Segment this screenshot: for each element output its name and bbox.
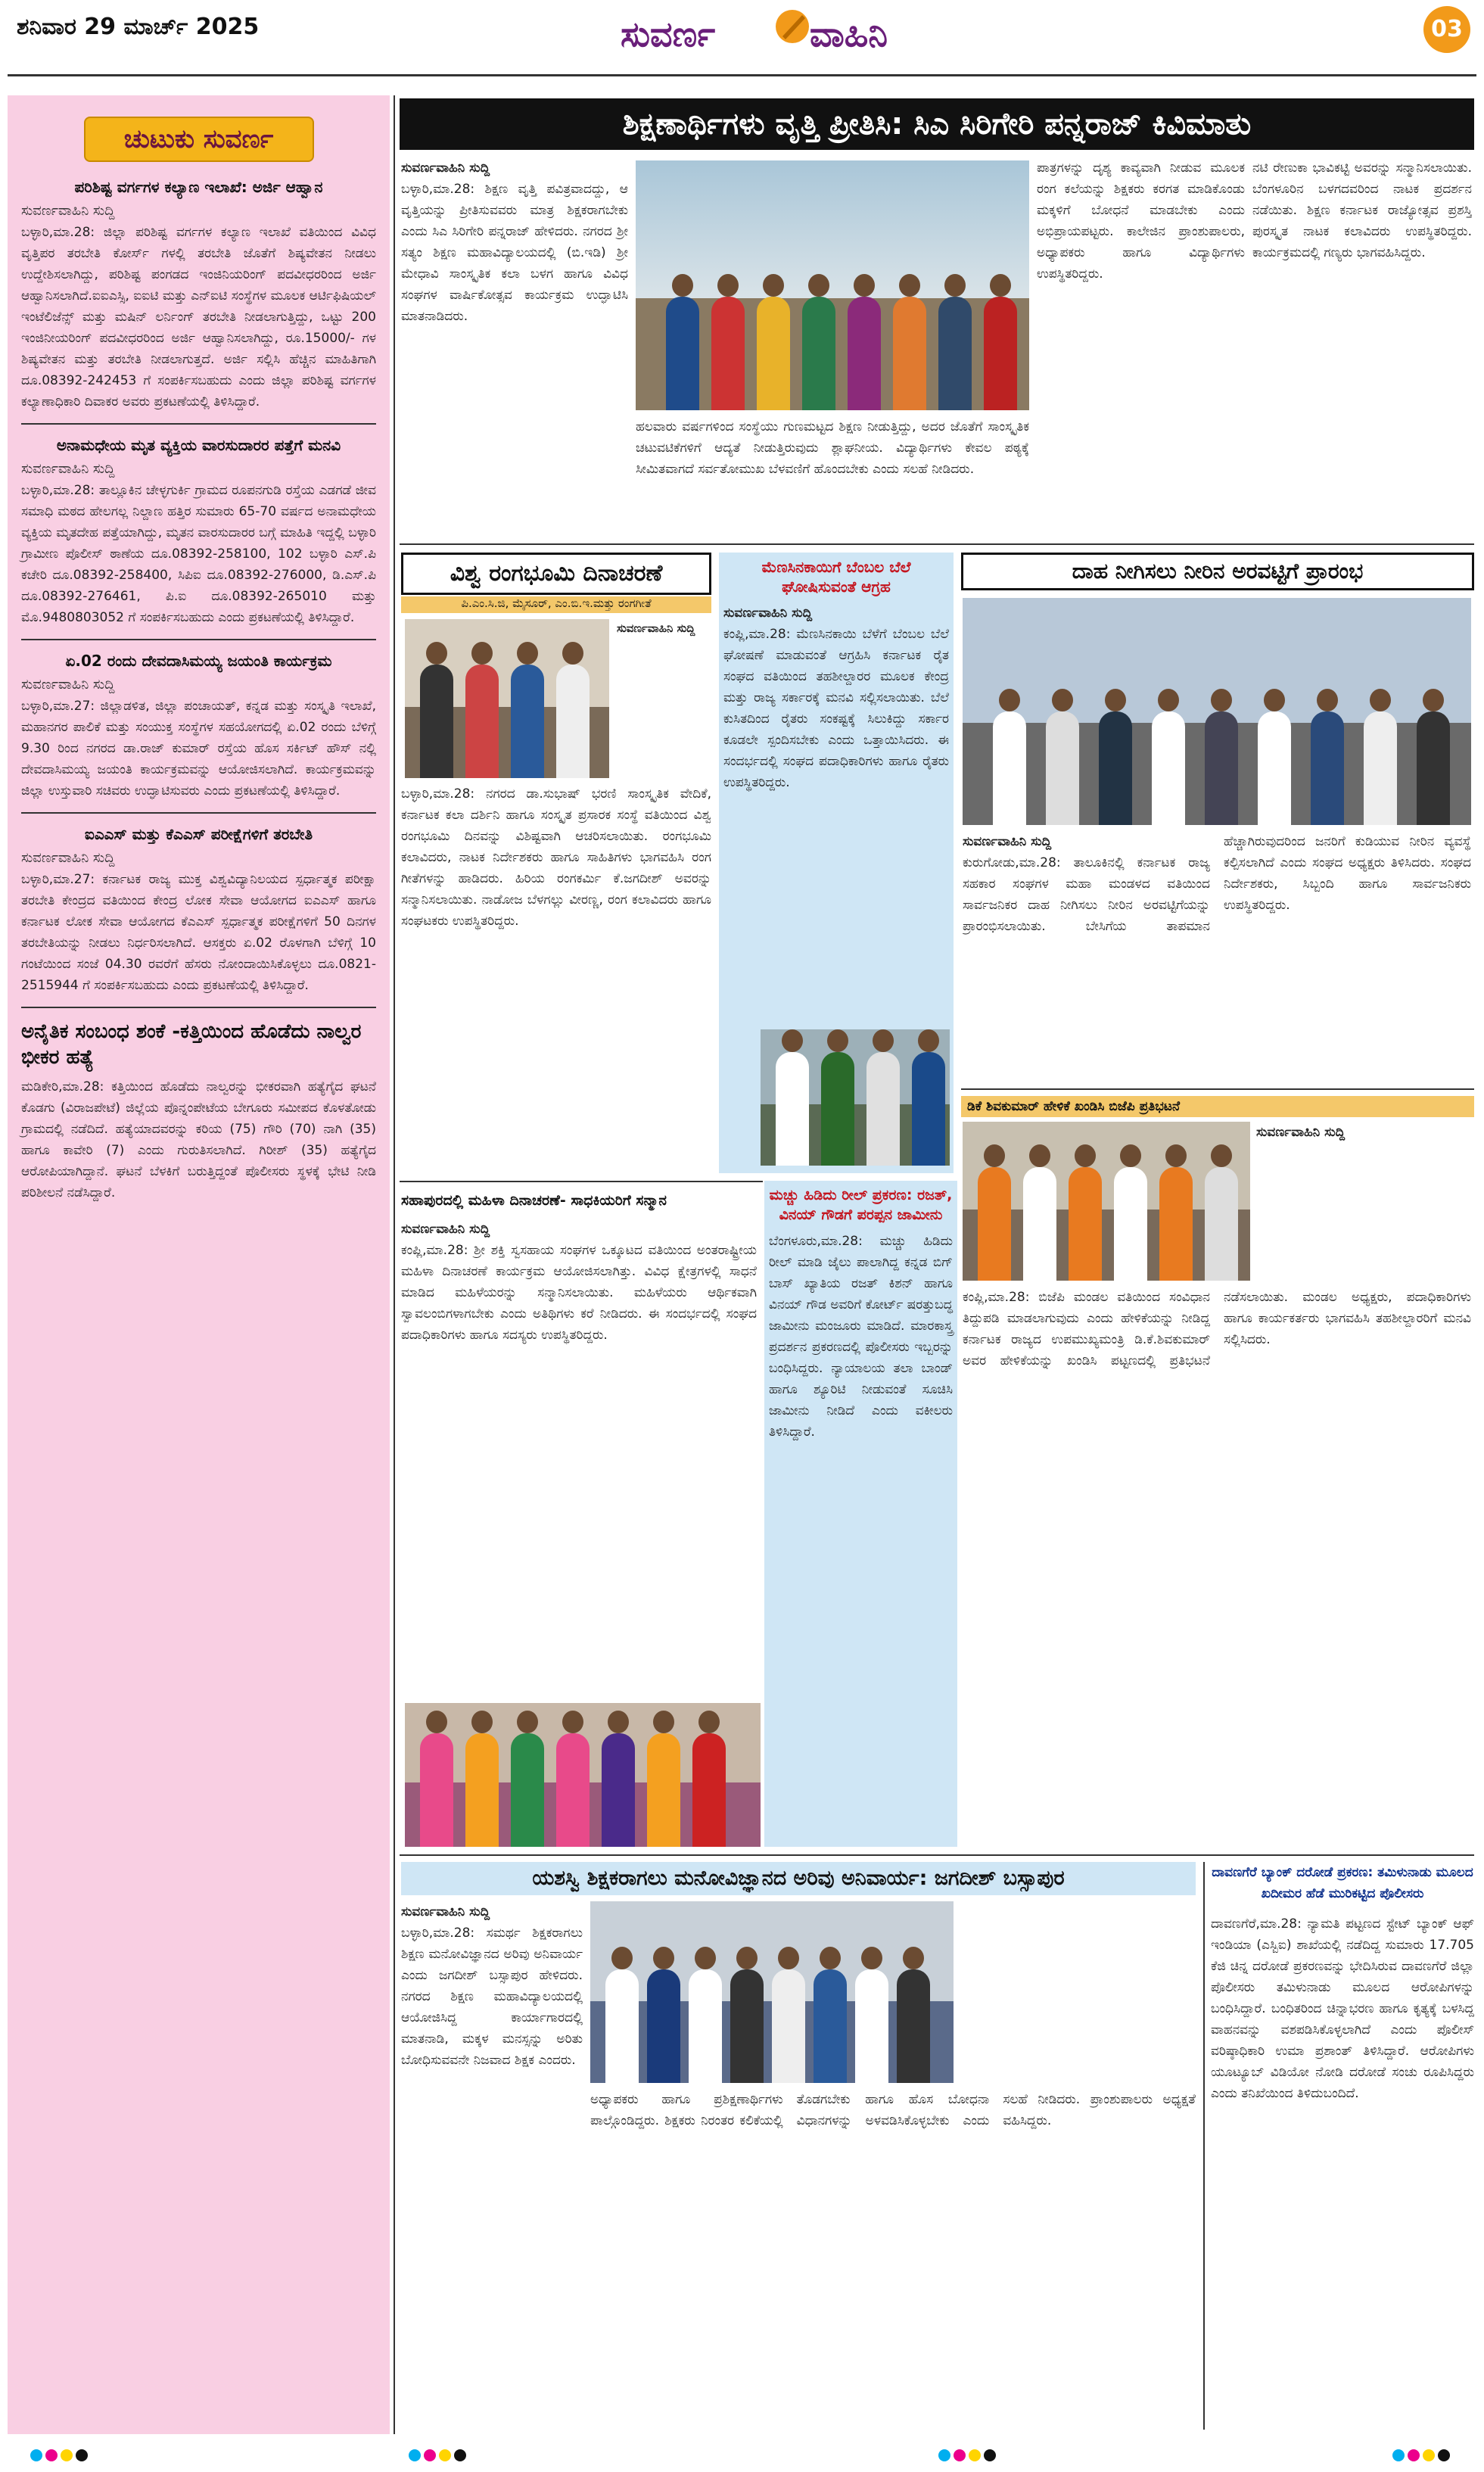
farmer-body: ಕಂಪ್ಲಿ,ಮಾ.28: ಮೆಣಸಿನಕಾಯಿ ಬೆಳೆಗೆ ಬೆಂಬಲ ಬೆಲೆ ಘೋಷಣೆ ಮಾಡುವಂತೆ ಆಗ್ರಹಿಸಿ ಕರ್ನಾಟಕ ರೈತ ಸಂಘದ ವತಿಯಿಂದ ತಹಶೀಲ್ದಾರರ ಮೂಲಕ ಕೇಂದ್ರ ಮತ್ತು ರಾಜ್ಯ ಸರ್ಕಾರಕ್ಕೆ ಮನವಿ ಸಲ್ಲಿಸಲಾಯಿತು. ಬೆಲೆ ಕುಸಿತದಿಂದ ರೈತರು ಸಂಕಷ್ಟಕ್ಕೆ ಸಿಲುಕಿದ್ದು ಸರ್ಕಾರ ಕೂಡಲೇ ಸ್ಪಂದಿಸಬೇಕು ಎಂದು ಒತ್ತಾಯಿಸಿದರು. ಈ ಸಂದರ್ಭದಲ್ಲಿ ಸಂಘದ ಪದಾಧಿಕಾರಿಗಳು ಹಾಗೂ ರೈತರು ಉಪಸ್ಥಿತರಿದ್ದರು.	[723, 627, 949, 790]
brief-separator	[21, 423, 376, 425]
teacher-body-a: ಬಳ್ಳಾರಿ,ಮಾ.28: ಸಮರ್ಥ ಶಿಕ್ಷಕರಾಗಲು ಶಿಕ್ಷಣ ಮನೋವಿಜ್ಞಾನದ ಅರಿವು ಅನಿವಾರ್ಯ ಎಂದು ಜಗದೀಶ್ ಬಸ್ಸಾಪುರ ಹೇಳಿದರು. ನಗರದ ಶಿಕ್ಷಣ ಮಹಾವಿದ್ಯಾಲಯದಲ್ಲಿ ಆಯೋಜಿಸಿದ್ದ ಕಾರ್ಯಾಗಾರದಲ್ಲಿ ಮಾತನಾಡಿ, ಮಕ್ಕಳ ಮನಸ್ಸನ್ನು ಅರಿತು ಬೋಧಿಸುವವನೇ ನಿಜವಾದ ಶಿಕ್ಷಕ ಎಂದರು.	[401, 1926, 583, 2068]
farmer-text	[723, 602, 949, 793]
yellow-dot	[439, 2449, 451, 2461]
water-byline: ಸುವರ್ಣವಾಹಿನಿ ಸುದ್ದಿ	[963, 834, 1052, 849]
cyan-dot	[1392, 2449, 1405, 2461]
quill-pen-icon	[772, 6, 813, 47]
reel-headline: ಮಚ್ಚು ಹಿಡಿದು ರೀಲ್ ಪ್ರಕರಣ: ರಜತ್, ವಿನಯ್ ಗೌಡಗೆ ಪರಪ್ಪನ ಜಾಮೀನು	[769, 1187, 953, 1223]
cyan-dot	[938, 2449, 950, 2461]
brief-headline: ಪರಿಶಿಷ್ಟ ವರ್ಗಗಳ ಕಲ್ಯಾಣ ಇಲಾಖೆ: ಅರ್ಜಿ ಆಹ್ವಾನ	[74, 178, 323, 196]
brief-body: ಬಳ್ಳಾರಿ,ಮಾ.28: ಜಿಲ್ಲಾ ಪರಿಶಿಷ್ಟ ವರ್ಗಗಳ ಕಲ್ಯಾಣ ಇಲಾಖೆ ವತಿಯಿಂದ ವಿವಿಧ ವೃತ್ತಿಪರ ತರಬೇತಿ ಕೋರ್ಸ್ ಗಳಲ್ಲಿ ತರಬೇತಿ ಜೊತೆಗೆ ಶಿಷ್ಯವೇತನ ನೀಡಲು ಉದ್ದೇಶಿಸಲಾಗಿದ್ದು, ಪರಿಶಿಷ್ಟ ಪಂಗಡದ ಇಂಜಿನಿಯರಿಂಗ್ ಪದವೀಧರರಿಂದ ಅರ್ಜಿ ಆಹ್ವಾನಿಸಲಾಗಿದೆ.ಐಐಎಸ್ಸಿ, ಐಐಟಿ ಮತ್ತು ಎನ್ಐಟಿ ಸಂಸ್ಥೆಗಳ ಮೂಲಕ ಆರ್ಟಿಫಿಷಿಯಲ್ ಇಂಟೆಲಿಜೆನ್ಸ್ ಮತ್ತು ಮಷಿನ್ ಲರ್ನಿಂಗ್ ತರಬೇತಿ ನೀಡಲಾಗುತ್ತಿದ್ದು, ಒಟ್ಟು 200 ಇಂಜಿನೀಯರಿಂಗ್ ಪದವೀಧರರಿಂದ ಅರ್ಜಿ ಆಹ್ವಾನಿಸಲಾಗಿದ್ದು, ರೂ.15000/- ಗಳ ಶಿಷ್ಯವೇತನ ಮತ್ತು ತರಬೇತಿ ನೀಡಲಾಗುತ್ತದೆ. ಅರ್ಜಿ ಸಲ್ಲಿಸಿ ಹೆಚ್ಚಿನ ಮಾಹಿತಿಗಾಗಿ ದೂ.08392-242453 ಗೆ ಸಂಪರ್ಕಿಸಬಹುದು ಎಂದು ಜಿಲ್ಲಾ ಪರಿಶಿಷ್ಟ ವರ್ಗಗಳ ಕಲ್ಯಾಣಾಧಿಕಾರಿ ದಿವಾಕರ ಅವರು ಪ್ರಕಟಣೆಯಲ್ಲಿ ತಿಳಿಸಿದ್ದಾರೆ.	[21, 225, 376, 409]
mahila-text	[401, 1219, 757, 1703]
briefs-column-title: ಚುಟುಕು ಸುವರ್ಣ	[84, 117, 314, 162]
brief-story-1	[21, 177, 376, 413]
lead-body-b: ಹಲವಾರು ವರ್ಷಗಳಿಂದ ಸಂಸ್ಥೆಯು ಗುಣಮಟ್ಟದ ಶಿಕ್ಷಣ ನೀಡುತ್ತಿದ್ದು, ಅದರ ಜೊತೆಗೆ ಸಾಂಸ್ಕೃತಿಕ ಚಟುವಟಿಕೆಗಳಿಗೆ ಆದ್ಯತೆ ನೀಡುತ್ತಿರುವುದು ಶ್ಲಾಘನೀಯ. ವಿದ್ಯಾರ್ಥಿಗಳು ಕೇವಲ ಪಠ್ಯಕ್ಕೆ ಸೀಮಿತವಾಗದೆ ಸರ್ವತೋಮುಖ ಬೆಳವಣಿಗೆ ಹೊಂದಬೇಕು ಎಂದು ಸಲಹೆ ನೀಡಿದರು.	[636, 419, 1029, 477]
farmer-byline: ಸುವರ್ಣವಾಹಿನಿ ಸುದ್ದಿ	[723, 606, 813, 621]
theatre-body: ಬಳ್ಳಾರಿ,ಮಾ.28: ನಗರದ ಡಾ.ಸುಭಾಷ್ ಭರಣಿ ಸಾಂಸ್ಕೃತಿಕ ವೇದಿಕೆ, ಕರ್ನಾಟಕ ಕಲಾ ದರ್ಶಿನಿ ಹಾಗೂ ಸಂಸ್ಕೃತ ಪ್ರಸಾರಕ ಸಂಸ್ಥೆ ವತಿಯಿಂದ ವಿಶ್ವ ರಂಗಭೂಮಿ ದಿನವನ್ನು ವಿಶಿಷ್ಟವಾಗಿ ಆಚರಿಸಲಾಯಿತು. ರಂಗಭೂಮಿ ಕಲಾವಿದರು, ನಾಟಕ ನಿರ್ದೇಶಕರು ಹಾಗೂ ಸಾಹಿತಿಗಳು ಭಾಗವಹಿಸಿ ರಂಗ ಗೀತೆಗಳನ್ನು ಹಾಡಿದರು. ಹಿರಿಯ ರಂಗಕರ್ಮಿ ಕೆ.ಜಗದೀಶ್ ಅವರನ್ನು ಸನ್ಮಾನಿಸಲಾಯಿತು. ನಾಡೋಜ ಬೆಳಗಲ್ಲು ವೀರಣ್ಣ, ರಂಗ ಕಲಾವಿದರು ಹಾಗೂ ಸಂಘಟಕರು ಉಪಸ್ಥಿತರಿದ್ದರು.	[401, 786, 711, 929]
reel-body: ಬೆಂಗಳೂರು,ಮಾ.28: ಮಚ್ಚು ಹಿಡಿದು ರೀಲ್ ಮಾಡಿ ಜೈಲು ಪಾಲಾಗಿದ್ದ ಕನ್ನಡ ಬಿಗ್ ಬಾಸ್ ಖ್ಯಾತಿಯ ರಜತ್ ಕಿಶನ್ ಹಾಗೂ ವಿನಯ್ ಗೌಡ ಅವರಿಗೆ ಕೋರ್ಟ್ ಷರತ್ತುಬದ್ಧ ಜಾಮೀನು ಮಂಜೂರು ಮಾಡಿದೆ. ಮಾರಕಾಸ್ತ್ರ ಪ್ರದರ್ಶನ ಪ್ರಕರಣದಲ್ಲಿ ಪೊಲೀಸರು ಇಬ್ಬರನ್ನು ಬಂಧಿಸಿದ್ದರು. ನ್ಯಾಯಾಲಯ ತಲಾ ಬಾಂಡ್ ಹಾಗೂ ಶ್ಯೂರಿಟಿ ನೀಡುವಂತೆ ಸೂಚಿಸಿ ಜಾಮೀನು ನೀಡಿದೆ ಎಂದು ವಕೀಲರು ತಿಳಿಸಿದ್ದಾರೆ.	[769, 1234, 953, 1440]
theatre-byline-box	[617, 619, 711, 778]
farmer-headline: ಮೆಣಸಿನಕಾಯಿಗೆ ಬೆಂಬಲ ಬೆಲೆ ಘೋಷಿಸುವಂತೆ ಆಗ್ರಹ	[761, 558, 911, 596]
cyan-dot	[30, 2449, 42, 2461]
protest-photo	[963, 1122, 1250, 1281]
theatre-headline: ವಿಶ್ವ ರಂಗಭೂಮಿ ದಿನಾಚರಣೆ	[401, 553, 711, 595]
brief-headline: ಐಎಎಸ್ ಮತ್ತು ಕೆಎಎಸ್ ಪರೀಕ್ಷೆಗಳಿಗೆ ತರಬೇತಿ	[84, 825, 313, 843]
protest-headline: ಡಿಕೆ ಶಿವಕುಮಾರ್ ಹೇಳಿಕೆ ಖಂಡಿಸಿ ಬಿಜೆಪಿ ಪ್ರತಿಭಟನೆ	[961, 1096, 1474, 1117]
bank-body: ದಾವಣಗೆರೆ,ಮಾ.28: ನ್ಯಾಮತಿ ಪಟ್ಟಣದ ಸ್ಟೇಟ್ ಬ್ಯಾಂಕ್ ಆಫ್ ಇಂಡಿಯಾ (ಎಸ್ಬಿಐ) ಶಾಖೆಯಲ್ಲಿ ನಡೆದಿದ್ದ ಸುಮಾರು 17.705 ಕೆಜಿ ಚಿನ್ನ ದರೋಡೆ ಪ್ರಕರಣವನ್ನು ಭೇದಿಸಿರುವ ದಾವಣಗೆರೆ ಜಿಲ್ಲಾ ಪೊಲೀಸರು ತಮಿಳುನಾಡು ಮೂಲದ ಆರೋಪಿಗಳನ್ನು ಬಂಧಿಸಿದ್ದಾರೆ. ಬಂಧಿತರಿಂದ ಚಿನ್ನಾಭರಣ ಹಾಗೂ ಕೃತ್ಯಕ್ಕೆ ಬಳಸಿದ್ದ ವಾಹನವನ್ನು ವಶಪಡಿಸಿಕೊಳ್ಳಲಾಗಿದೆ ಎಂದು ಪೊಲೀಸ್ ವರಿಷ್ಠಾಧಿಕಾರಿ ಉಮಾ ಪ್ರಶಾಂತ್ ತಿಳಿಸಿದ್ದಾರೆ. ಆರೋಪಿಗಳು ಯೂಟ್ಯೂಬ್ ವಿಡಿಯೋ ನೋಡಿ ದರೋಡೆ ಸಂಚು ರೂಪಿಸಿದ್ದರು ಎಂದು ತನಿಖೆಯಿಂದ ತಿಳಿದುಬಂದಿದೆ.	[1211, 1916, 1474, 2101]
brief-story-3	[21, 651, 376, 802]
brief-body: ಬಳ್ಳಾರಿ,ಮಾ.27: ಕರ್ನಾಟಕ ರಾಜ್ಯ ಮುಕ್ತ ವಿಶ್ವವಿದ್ಯಾನಿಲಯದ ಸ್ಪರ್ಧಾತ್ಮಕ ಪರೀಕ್ಷಾ ತರಬೇತಿ ಕೇಂದ್ರದ ವತಿಯಿಂದ ಕೇಂದ್ರ ಲೋಕ ಸೇವಾ ಆಯೋಗದ ಐಎಎಸ್ ಹಾಗೂ ಕರ್ನಾಟಕ ಲೋಕ ಸೇವಾ ಆಯೋಗದ ಕೆಎಎಸ್ ಸ್ಪರ್ಧಾತ್ಮಕ ಪರೀಕ್ಷೆಗಳಿಗೆ 50 ದಿನಗಳ ತರಬೇತಿಯನ್ನು ನೀಡಲು ನಿರ್ಧರಿಸಲಾಗಿದೆ. ಆಸಕ್ತರು ಏ.02 ರೊಳಗಾಗಿ ಬೆಳಿಗ್ಗೆ 10 ಗಂಟೆಯಿಂದ ಸಂಜೆ 04.30 ರವರೆಗೆ ಹೆಸರು ನೋಂದಾಯಿಸಿಕೊಳ್ಳಲು ದೂ.0821-2515944 ಗೆ ಸಂಪರ್ಕಿಸಬಹುದು ಎಂದು ಪ್ರಕಟಣೆಯಲ್ಲಿ ತಿಳಿಸಿದ್ದಾರೆ.	[21, 872, 376, 993]
protest-byline: ಸುವರ್ಣವಾಹಿನಿ ಸುದ್ದಿ	[1256, 1125, 1346, 1140]
column-divider	[1203, 1862, 1205, 2430]
color-registration-dots	[30, 2449, 91, 2464]
magenta-dot	[954, 2449, 966, 2461]
theatre-photo	[405, 619, 609, 778]
briefs-column	[8, 95, 390, 2434]
masthead	[0, 0, 1484, 85]
lead-story-col-3	[1037, 157, 1245, 536]
color-registration-dots	[1392, 2449, 1453, 2464]
lead-body-d: ನಟಿ ರೇಣುಕಾ ಭಾವಿಕಟ್ಟಿ ಅವರನ್ನು ಸನ್ಮಾನಿಸಲಾಯಿತು. ಬೆಂಗಳೂರಿನ ಬಳಗದವರಿಂದ ನಾಟಕ ಪ್ರದರ್ಶನ ನಡೆಯಿತು. ಶಿಕ್ಷಣ ಕರ್ನಾಟಕ ರಾಜ್ಯೋತ್ಸವ ಪ್ರಶಸ್ತಿ ಪುರಸ್ಕೃತ ನಾಟಕ ಕಲಾವಿದರು ಉಪಸ್ಥಿತರಿದ್ದರು. ಕಾರ್ಯಕ್ರಮದಲ್ಲಿ ಗಣ್ಯರು ಭಾಗವಹಿಸಿದ್ದರು.	[1252, 160, 1472, 260]
lead-story-col-2	[636, 416, 1029, 537]
teacher-headline: ಯಶಸ್ವಿ ಶಿಕ್ಷಕರಾಗಲು ಮನೋವಿಜ್ಞಾನದ ಅರಿವು ಅನಿವಾರ್ಯ: ಜಗದೀಶ್ ಬಸ್ಸಾಪುರ	[401, 1862, 1196, 1895]
page-number-badge: 03	[1423, 6, 1470, 53]
water-photo	[963, 598, 1471, 825]
yellow-dot	[1423, 2449, 1435, 2461]
reel-story	[764, 1181, 957, 1847]
mahila-headline: ಸಹಾಪುರದಲ್ಲಿ ಮಹಿಳಾ ದಿನಾಚರಣೆ- ಸಾಧಕಿಯರಿಗೆ ಸನ್ಮಾನ	[401, 1192, 667, 1209]
bank-headline: ದಾವಣಗೆರೆ ಬ್ಯಾಂಕ್ ದರೋಡೆ ಪ್ರಕರಣ: ತಮಿಳುನಾಡು ಮೂಲದ ಖದೀಮರ ಹೆಡೆ ಮುರಿಕಟ್ಟಿದ ಪೊಲೀಸರು	[1212, 1865, 1473, 1901]
brief-body: ಬಳ್ಳಾರಿ,ಮಾ.28: ತಾಲ್ಲೂಕಿನ ಚೇಳ್ಳಗುರ್ಕಿ ಗ್ರಾಮದ ರೂಪನಗುಡಿ ರಸ್ತೆಯ ಎಡಗಡೆ ಜೀವ ಸಮಾಧಿ ಮಠದ ಹೇಲಗಲ್ಲ ನಿಲ್ದಾಣ ಹತ್ತಿರ ಸುಮಾರು 65-70 ವರ್ಷದ ಅನಾಮಧೇಯ ವ್ಯಕ್ತಿಯ ಮೃತದೇಹ ಪತ್ತೆಯಾಗಿದ್ದು, ಮೃತನ ವಾರಸುದಾರರ ಬಗ್ಗೆ ಮಾಹಿತಿ ಇದ್ದಲ್ಲಿ ಬಳ್ಳಾರಿ ಗ್ರಾಮೀಣ ಪೊಲೀಸ್ ಠಾಣೆಯ ದೂ.08392-258100, 102 ಬಳ್ಳಾರಿ ಎಸ್.ಪಿ ಕಚೇರಿ ದೂ.08392-258400, ಸಿಪಿಐ ದೂ.08392-276000, ಡಿ.ಎಸ್.ಪಿ ದೂ.08392-276461, ಪಿ.ಐ ದೂ.08392-265010 ಮತ್ತು ಮೊ.9480803052 ಗೆ ಸಂಪರ್ಕಿಸಬಹುದು ಎಂದು ಪ್ರಕಟಣೆಯಲ್ಲಿ ತಿಳಿಸಿದ್ದಾರೆ.	[21, 483, 376, 625]
lead-story-col-1	[401, 157, 628, 536]
brief-separator	[21, 1007, 376, 1008]
brief-story-4	[21, 824, 376, 996]
yellow-dot	[61, 2449, 73, 2461]
water-body-box	[963, 831, 1471, 1081]
teacher-body-b: ಅಧ್ಯಾಪಕರು ಹಾಗೂ ಪ್ರಶಿಕ್ಷಣಾರ್ಥಿಗಳು ಪಾಲ್ಗೊಂಡಿದ್ದರು. ಶಿಕ್ಷಕರು ನಿರಂತರ ಕಲಿಕೆಯಲ್ಲಿ ತೊಡಗಬೇಕು ಹಾಗೂ ಹೊಸ ಬೋಧನಾ ವಿಧಾನಗಳನ್ನು ಅಳವಡಿಸಿಕೊಳ್ಳಬೇಕು ಎಂದು ಸಲಹೆ ನೀಡಿದರು. ಪ್ರಾಂಶುಪಾಲರು ಅಧ್ಯಕ್ಷತೆ ವಹಿಸಿದ್ದರು.	[590, 2092, 1196, 2128]
lead-headline: ಶಿಕ್ಷಣಾರ್ಥಿಗಳು ವೃತ್ತಿ ಪ್ರೀತಿಸಿ: ಸಿಎ ಸಿರಿಗೇರಿ ಪನ್ನರಾಜ್ ಕಿವಿಮಾತು	[400, 98, 1474, 150]
brief-byline: ಸುವರ್ಣವಾಹಿನಿ ಸುದ್ದಿ	[21, 461, 115, 477]
color-registration-dots	[409, 2449, 469, 2464]
black-dot	[1438, 2449, 1450, 2461]
protest-byline-box	[1256, 1122, 1471, 1281]
section-divider	[961, 1088, 1474, 1090]
theatre-subheadline: ಪಿ.ಎಂ.ಸಿ.ಜಿ, ಮೈಸೂರ್, ಎಂ.ಬಿ.ಇ.ಮತ್ತು ರಂಗಗೀತೆ	[401, 596, 711, 613]
yellow-dot	[969, 2449, 981, 2461]
lead-story-col-4	[1252, 157, 1472, 536]
issue-date: ಶನಿವಾರ 29 ಮಾರ್ಚ್ 2025	[17, 14, 260, 40]
farmer-photo	[761, 1029, 950, 1166]
theatre-byline: ಸುವರ್ಣವಾಹಿನಿ ಸುದ್ದಿ	[617, 621, 695, 635]
logo-text-right: ವಾಹಿನಿ	[810, 14, 888, 54]
mahila-photo	[405, 1703, 761, 1847]
teacher-col-1	[401, 1901, 583, 2431]
color-registration-dots	[938, 2449, 999, 2464]
section-divider	[400, 1854, 1474, 1856]
water-headline: ದಾಹ ನೀಗಿಸಲು ನೀರಿನ ಅರವಟ್ಟಿಗೆ ಪ್ರಾರಂಭ	[961, 553, 1474, 590]
brief-headline: ಏ.02 ರಂದು ದೇವದಾಸಿಮಯ್ಯ ಜಯಂತಿ ಕಾರ್ಯಕ್ರಮ	[65, 652, 332, 670]
magenta-dot	[424, 2449, 436, 2461]
brief-byline: ಸುವರ್ಣವಾಹಿನಿ ಸುದ್ದಿ	[21, 850, 115, 866]
magenta-dot	[1408, 2449, 1420, 2461]
column-divider	[394, 95, 395, 2434]
brief-story-2	[21, 435, 376, 628]
section-divider	[400, 1181, 763, 1182]
mahila-byline: ಸುವರ್ಣವಾಹಿನಿ ಸುದ್ದಿ	[401, 1222, 490, 1237]
masthead-divider	[8, 74, 1476, 76]
magenta-dot	[45, 2449, 58, 2461]
teacher-byline: ಸುವರ್ಣವಾಹಿನಿ ಸುದ್ದಿ	[401, 1904, 490, 1919]
black-dot	[984, 2449, 996, 2461]
brief-separator	[21, 639, 376, 640]
print-registration-footer	[0, 2442, 1484, 2472]
cyan-dot	[409, 2449, 421, 2461]
brief-body: ಮಡಿಕೇರಿ,ಮಾ.28: ಕತ್ತಿಯಿಂದ ಹೊಡೆದು ನಾಲ್ವರನ್ನು ಭೀಕರವಾಗಿ ಹತ್ಯೆಗೈದ ಘಟನೆ ಕೊಡಗು (ವಿರಾಜಪೇಟೆ) ಜಿಲ್ಲೆಯ ಪೊನ್ನಂಪೇಟೆಯ ಬೇಗೂರು ಸಮೀಪದ ಕೊಳತೋಡು ಗ್ರಾಮದಲ್ಲಿ ನಡೆದಿದೆ. ಹತ್ಯೆಯಾದವರನ್ನು ಕರಿಯ (75) ಗೌರಿ (70) ನಾಗಿ (35) ಹಾಗೂ ಕಾವೇರಿ (7) ಎಂದು ಗುರುತಿಸಲಾಗಿದೆ. ಗಿರೀಶ್ (35) ಹತ್ಯೆಗೈದ ಆರೋಪಿಯಾಗಿದ್ದಾನೆ. ಘಟನೆ ಬೆಳಕಿಗೆ ಬರುತ್ತಿದ್ದಂತೆ ಪೊಲೀಸರು ಸ್ಥಳಕ್ಕೆ ಭೇಟಿ ನೀಡಿ ಪರಿಶೀಲನೆ ನಡೆಸಿದ್ದಾರೆ.	[21, 1079, 376, 1200]
logo-text-left: ಸುವರ್ಣ	[621, 14, 716, 54]
lead-byline: ಸುವರ್ಣವಾಹಿನಿ ಸುದ್ದಿ	[401, 160, 490, 176]
newspaper-logo	[621, 5, 938, 65]
lead-body-c: ಪಾತ್ರಗಳನ್ನು ದೃಶ್ಯ ಕಾವ್ಯವಾಗಿ ನೀಡುವ ಮೂಲಕ ರಂಗ ಕಲೆಯನ್ನು ಶಿಕ್ಷಕರು ಕರಗತ ಮಾಡಿಕೊಂಡು ಮಕ್ಕಳಿಗೆ ಬೋಧನೆ ಮಾಡಬೇಕು ಎಂದು ಅಭಿಪ್ರಾಯಪಟ್ಟರು. ಕಾಲೇಜಿನ ಪ್ರಾಂಶುಪಾಲರು, ಅಧ್ಯಾಪಕರು ಹಾಗೂ ವಿದ್ಯಾರ್ಥಿಗಳು ಉಪಸ್ಥಿತರಿದ್ದರು.	[1037, 160, 1245, 282]
teacher-photo	[590, 1901, 954, 2083]
section-divider	[400, 543, 1474, 545]
brief-byline: ಸುವರ್ಣವಾಹಿನಿ ಸುದ್ದಿ	[21, 677, 115, 693]
black-dot	[76, 2449, 88, 2461]
lead-photo	[636, 160, 1029, 410]
brief-headline: ಅನೈತಿಕ ಸಂಬಂಧ ಶಂಕೆ -ಕತ್ತಿಯಿಂದ ಹೊಡೆದು ನಾಲ್ವರ ಭೀಕರ ಹತ್ಯೆ	[21, 1020, 362, 1069]
brief-headline: ಅನಾಮಧೇಯ ಮೃತ ವ್ಯಕ್ತಿಯ ವಾರಸುದಾರರ ಪತ್ತೆಗೆ ಮನವಿ	[56, 436, 341, 454]
brief-body: ಬಳ್ಳಾರಿ,ಮಾ.27: ಜಿಲ್ಲಾಡಳಿತ, ಜಿಲ್ಲಾ ಪಂಚಾಯತ್, ಕನ್ನಡ ಮತ್ತು ಸಂಸ್ಕೃತಿ ಇಲಾಖೆ, ಮಹಾನಗರ ಪಾಲಿಕೆ ಮತ್ತು ಸಂಯುಕ್ತ ಸಂಸ್ಥೆಗಳ ಸಹಯೋಗದಲ್ಲಿ ಏ.02 ರಂದು ಬೆಳಿಗ್ಗೆ 9.30 ರಿಂದ ನಗರದ ಡಾ.ರಾಜ್ ಕುಮಾರ್ ರಸ್ತೆಯ ಹೊಸ ಸರ್ಕಿಟ್ ಹೌಸ್ ನಲ್ಲಿ ದೇವದಾಸಿಮಯ್ಯ ಜಯಂತಿ ಕಾರ್ಯಕ್ರಮವನ್ನು ಆಯೋಜಿಸಲಾಗಿದೆ. ಕಾರ್ಯಕ್ರಮವನ್ನು ಜಿಲ್ಲಾ ಉಸ್ತುವಾರಿ ಸಚಿವರು ಉದ್ಘಾಟಿಸುವರು ಎಂದು ಪ್ರಕಟಣೆಯಲ್ಲಿ ತಿಳಿಸಿದ್ದಾರೆ.	[21, 699, 376, 799]
brief-story-5	[21, 1019, 376, 1203]
black-dot	[454, 2449, 466, 2461]
lead-body-a: ಬಳ್ಳಾರಿ,ಮಾ.28: ಶಿಕ್ಷಣ ವೃತ್ತಿ ಪವಿತ್ರವಾದದ್ದು, ಆ ವೃತ್ತಿಯನ್ನು ಪ್ರೀತಿಸುವವರು ಮಾತ್ರ ಶಿಕ್ಷಕರಾಗಬೇಕು ಎಂದು ಸಿಎ ಸಿರಿಗೇರಿ ಪನ್ನರಾಜ್ ಹೇಳಿದರು. ನಗರದ ಶ್ರೀ ಸತ್ಯಂ ಶಿಕ್ಷಣ ಮಹಾವಿದ್ಯಾಲಯದಲ್ಲಿ (ಬಿ.ಇಡಿ) ಶ್ರೀ ಮೇಧಾವಿ ಸಾಂಸ್ಕೃತಿಕ ಕಲಾ ಬಳಗ ಹಾಗೂ ವಿವಿಧ ಸಂಘಗಳ ವಾರ್ಷಿಕೋತ್ಸವ ಕಾರ್ಯಕ್ರಮ ಉದ್ಘಾಟಿಸಿ ಮಾತನಾಡಿದರು.	[401, 182, 628, 324]
brief-separator	[21, 812, 376, 814]
mahila-body: ಕಂಪ್ಲಿ,ಮಾ.28: ಶ್ರೀ ಶಕ್ತಿ ಸ್ವಸಹಾಯ ಸಂಘಗಳ ಒಕ್ಕೂಟದ ವತಿಯಿಂದ ಅಂತರಾಷ್ಟ್ರೀಯ ಮಹಿಳಾ ದಿನಾಚರಣೆ ಕಾರ್ಯಕ್ರಮ ಆಯೋಜಿಸಲಾಗಿತ್ತು. ವಿವಿಧ ಕ್ಷೇತ್ರಗಳಲ್ಲಿ ಸಾಧನೆ ಮಾಡಿದ ಮಹಿಳೆಯರನ್ನು ಸನ್ಮಾನಿಸಲಾಯಿತು. ಮಹಿಳೆಯರು ಆರ್ಥಿಕವಾಗಿ ಸ್ವಾವಲಂಬಿಗಳಾಗಬೇಕು ಎಂದು ಅತಿಥಿಗಳು ಕರೆ ನೀಡಿದರು. ಈ ಸಂದರ್ಭದಲ್ಲಿ ಸಂಘದ ಪದಾಧಿಕಾರಿಗಳು ಹಾಗೂ ಸದಸ್ಯರು ಉಪಸ್ಥಿತರಿದ್ದರು.	[401, 1243, 757, 1343]
protest-body: ಕಂಪ್ಲಿ,ಮಾ.28: ಬಿಜೆಪಿ ಮಂಡಲ ವತಿಯಿಂದ ಸಂವಿಧಾನ ತಿದ್ದುಪಡಿ ಮಾಡಲಾಗುವುದು ಎಂದು ಹೇಳಿಕೆಯನ್ನು ನೀಡಿದ್ದ ಕರ್ನಾಟಕ ರಾಜ್ಯದ ಉಪಮುಖ್ಯಮಂತ್ರಿ ಡಿ.ಕೆ.ಶಿವಕುಮಾರ್ ಅವರ ಹೇಳಿಕೆಯನ್ನು ಖಂಡಿಸಿ ಪಟ್ಟಣದಲ್ಲಿ ಪ್ರತಿಭಟನೆ ನಡೆಸಲಾಯಿತು. ಮಂಡಲ ಅಧ್ಯಕ್ಷರು, ಪದಾಧಿಕಾರಿಗಳು ಹಾಗೂ ಕಾರ್ಯಕರ್ತರು ಭಾಗವಹಿಸಿ ತಹಶೀಲ್ದಾರರಿಗೆ ಮನವಿ ಸಲ್ಲಿಸಿದರು.	[963, 1290, 1471, 1368]
water-body: ಕುರುಗೋಡು,ಮಾ.28: ತಾಲೂಕಿನಲ್ಲಿ ಕರ್ನಾಟಕ ರಾಜ್ಯ ಸಹಕಾರ ಸಂಘಗಳ ಮಹಾ ಮಂಡಳದ ವತಿಯಿಂದ ಸಾರ್ವಜನಿಕರ ದಾಹ ನೀಗಿಸಲು ನೀರಿನ ಅರವಟ್ಟಿಗೆಯನ್ನು ಪ್ರಾರಂಭಿಸಲಾಯಿತು. ಬೇಸಿಗೆಯ ತಾಪಮಾನ ಹೆಚ್ಚಾಗಿರುವುದರಿಂದ ಜನರಿಗೆ ಕುಡಿಯುವ ನೀರಿನ ವ್ಯವಸ್ಥೆ ಕಲ್ಪಿಸಲಾಗಿದೆ ಎಂದು ಸಂಘದ ಅಧ್ಯಕ್ಷರು ತಿಳಿಸಿದರು. ಸಂಘದ ನಿರ್ದೇಶಕರು, ಸಿಬ್ಬಂದಿ ಹಾಗೂ ಸಾರ್ವಜನಿಕರು ಉಪಸ್ಥಿತರಿದ್ದರು.	[963, 834, 1471, 934]
brief-byline: ಸುವರ್ಣವಾಹಿನಿ ಸುದ್ದಿ	[21, 203, 115, 219]
